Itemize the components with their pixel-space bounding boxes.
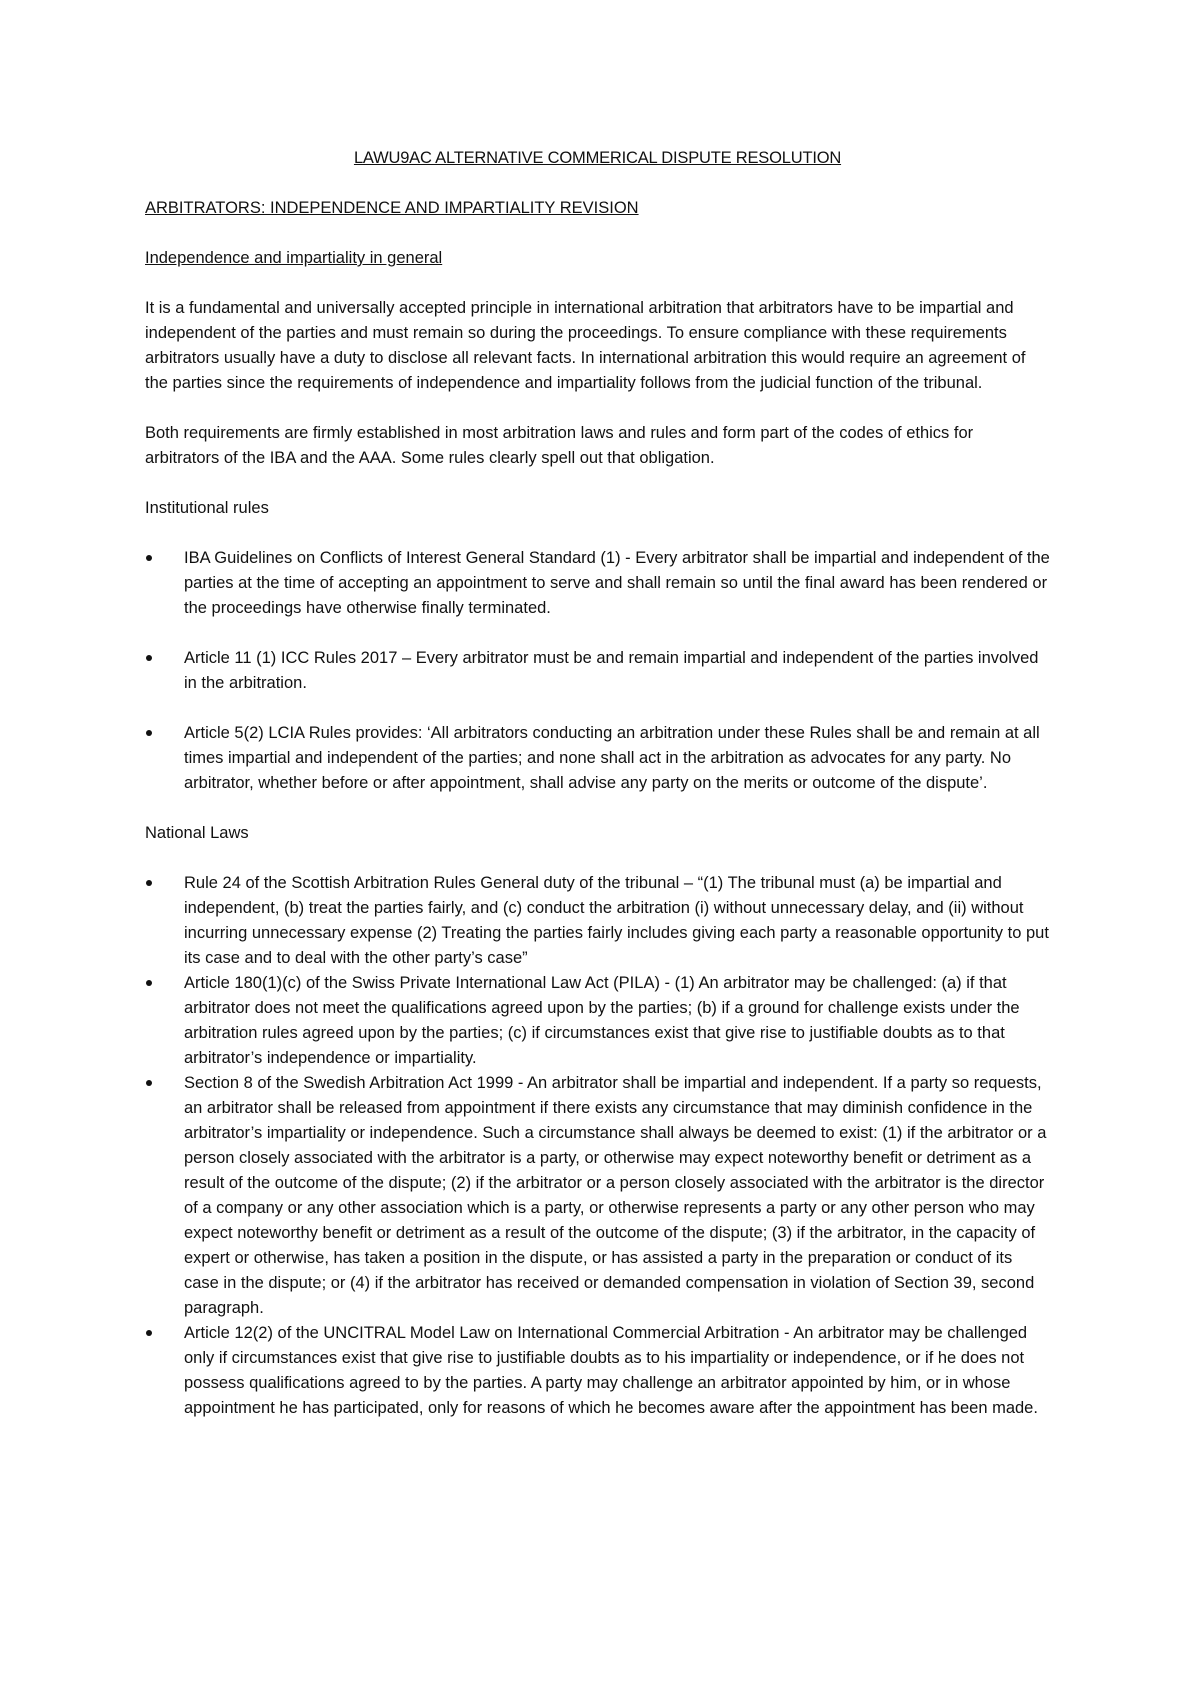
institutional-rules-heading: Institutional rules — [145, 499, 269, 517]
list-item — [145, 1071, 1050, 1321]
national-laws-heading: National Laws — [145, 824, 249, 842]
list-item — [145, 871, 1050, 971]
document-subtitle: ARBITRATORS: INDEPENDENCE AND IMPARTIALITY REVISION — [145, 199, 639, 217]
institutional-rules-list — [145, 546, 1050, 796]
list-item — [145, 721, 1050, 796]
list-item-text: Article 180(1)(c) of the Swiss Private International Law Act (PILA) - (1) An arbitrator may be challenged: (a) if that arbitrator does not meet the qualifications agreed upon by the parties; (b) if a ground for challenge exists under the arbitration rules agreed upon by the parties; (c) if circumstances exist that give rise to justifiable doubts as to that arbitrator’s independence or impartiality. — [184, 974, 1020, 1067]
list-item-text: Article 11 (1) ICC Rules 2017 – Every arbitrator must be and remain impartial and independent of the parties involved in the arbitration. — [184, 649, 1039, 692]
list-item-text: Article 5(2) LCIA Rules provides: ‘All arbitrators conducting an arbitration under these Rules shall be and remain at all times impartial and independent of the parties; and none shall act in the arbitration as advocates for any party. No arbitrator, whether before or after appointment, shall advise any party on the merits or outcome of the dispute’. — [184, 724, 1040, 792]
list-item — [145, 646, 1050, 696]
list-item-text: Article 12(2) of the UNCITRAL Model Law on International Commercial Arbitration - An arbitrator may be challenged only if circumstances exist that give rise to justifiable doubts as to his impartiality or independence, or if he does not possess qualifications agreed to by the parties. A party may challenge an arbitrator appointed by him, or in whose appointment he has participated, only for reasons of which he becomes aware after the appointment has been made. — [184, 1324, 1038, 1417]
section-heading: Independence and impartiality in general — [145, 249, 443, 267]
list-item-text: IBA Guidelines on Conflicts of Interest General Standard (1) - Every arbitrator shall be impartial and independent of the parties at the time of accepting an appointment to serve and shall remain so until the final award has been rendered or the proceedings have otherwise finally terminated. — [184, 549, 1050, 617]
paragraph-principle: It is a fundamental and universally accepted principle in international arbitration that arbitrators have to be impartial and independent of the parties and must remain so during the proceedings. To ensure compliance with these requirements arbitrators usually have a duty to disclose all relevant facts. In international arbitration this would require an agreement of the parties since the requirements of independence and impartiality follows from the judicial function of the tribunal. — [145, 299, 1026, 392]
document-title: LAWU9AC ALTERNATIVE COMMERICAL DISPUTE RESOLUTION — [353, 149, 842, 167]
paragraph-requirements: Both requirements are firmly established in most arbitration laws and rules and form part of the codes of ethics for arbitrators of the IBA and the AAA. Some rules clearly spell out that obligation. — [145, 424, 974, 467]
list-item-text: Rule 24 of the Scottish Arbitration Rules General duty of the tribunal – “(1) The tribunal must (a) be impartial and independent, (b) treat the parties fairly, and (c) conduct the arbitration (i) without unnecessary delay, and (ii) without incurring unnecessary expense (2) Treating the parties fairly includes giving each party a reasonable opportunity to put its case and to deal with the other party’s case” — [184, 874, 1049, 967]
list-item — [145, 1321, 1050, 1421]
list-item — [145, 971, 1050, 1071]
list-item — [145, 546, 1050, 621]
list-item-text: Section 8 of the Swedish Arbitration Act 1999 - An arbitrator shall be impartial and independent. If a party so requests, an arbitrator shall be released from appointment if there exists any circumstance that may diminish confidence in the arbitrator’s impartiality or independence. Such a circumstance shall always be deemed to exist: (1) if the arbitrator or a person closely associated with the arbitrator is a party, or otherwise may expect noteworthy benefit or detriment as a result of the outcome of the dispute; (2) if the arbitrator or a person closely associated with the arbitrator is the director of a company or any other association which is a party, or otherwise represents a party or any other person who may expect noteworthy benefit or detriment as a result of the outcome of the dispute; (3) if the arbitrator, in the capacity of expert or otherwise, has taken a position in the dispute, or has assisted a party in the preparation or conduct of its case in the dispute; or (4) if the arbitrator has received or demanded compensation in violation of Section 39, second paragraph. — [184, 1074, 1047, 1317]
national-laws-list — [145, 871, 1050, 1421]
